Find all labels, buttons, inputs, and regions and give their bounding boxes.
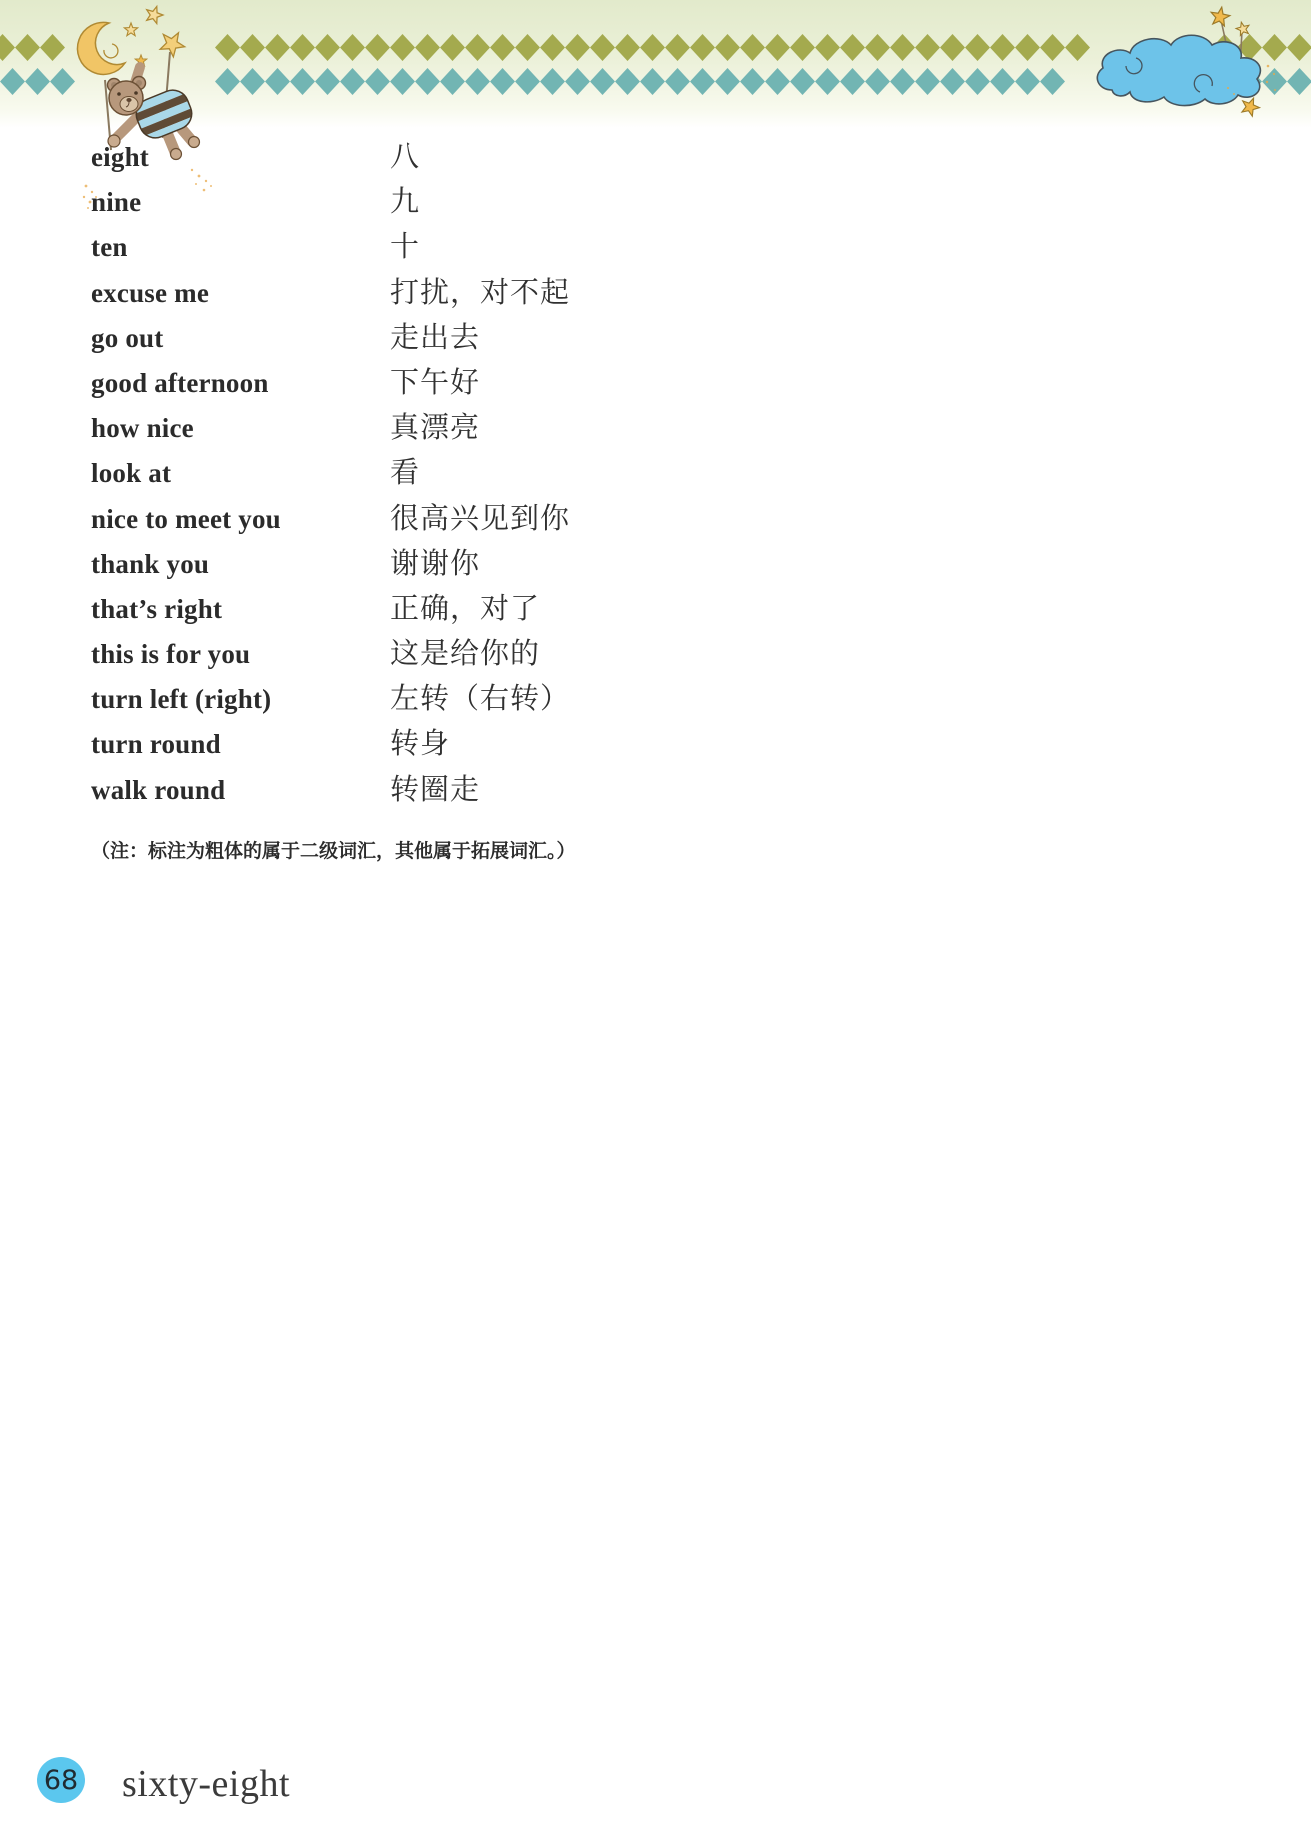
teal-diamond — [25, 68, 50, 95]
olive-diamond — [290, 34, 315, 61]
teal-diamond — [240, 68, 265, 95]
olive-diamond — [640, 34, 665, 61]
teal-diamond — [440, 68, 465, 95]
teal-diamond — [490, 68, 515, 95]
teal-diamond — [715, 68, 740, 95]
teal-diamond — [365, 68, 390, 95]
teal-diamond — [215, 68, 240, 95]
vocab-row — [91, 135, 570, 180]
vocab-word: go out — [91, 322, 164, 353]
teal-diamond — [940, 68, 965, 95]
olive-diamond — [940, 34, 965, 61]
page-number: 68 — [43, 1764, 79, 1796]
vocab-row — [91, 677, 570, 722]
olive-diamond — [240, 34, 265, 61]
olive-diamond — [365, 34, 390, 61]
vocab-word: turn left (right) — [91, 684, 272, 715]
vocab-translation: 看 — [390, 457, 421, 490]
diamond-row-main-teal — [215, 68, 1065, 95]
vocab-translation: 九 — [390, 186, 421, 219]
vocab-translation: 打扰，对不起 — [390, 276, 571, 309]
olive-diamond — [215, 34, 240, 61]
olive-diamond — [990, 34, 1015, 61]
olive-diamond — [890, 34, 915, 61]
olive-diamond — [390, 34, 415, 61]
olive-diamond — [1015, 34, 1040, 61]
vocab-row — [91, 632, 570, 677]
vocab-word: this is for you — [91, 639, 251, 670]
olive-diamond — [565, 34, 590, 61]
vocab-word: look at — [91, 458, 172, 489]
vocab-word: walk round — [91, 774, 226, 805]
teal-diamond — [865, 68, 890, 95]
vocab-translation: 这是给你的 — [390, 638, 541, 671]
vocab-note: （注：标注为粗体的属于二级词汇，其他属于拓展词汇。） — [91, 841, 576, 862]
vocab-row — [91, 722, 570, 767]
vocab-row — [91, 361, 570, 406]
teal-diamond — [615, 68, 640, 95]
vocab-translation: 真漂亮 — [390, 412, 481, 445]
teal-diamond — [340, 68, 365, 95]
vocab-row — [91, 271, 570, 316]
teal-diamond — [265, 68, 290, 95]
vocab-word: nice to meet you — [91, 503, 281, 534]
vocab-row — [91, 451, 570, 496]
cloud-stars-illustration — [1082, 4, 1311, 122]
teal-diamond — [465, 68, 490, 95]
olive-diamond — [965, 34, 990, 61]
vocab-word: excuse me — [91, 277, 210, 308]
vocab-word: eight — [91, 142, 149, 172]
olive-diamond — [665, 34, 690, 61]
olive-diamond — [340, 34, 365, 61]
olive-diamond — [490, 34, 515, 61]
vocab-row — [91, 497, 570, 542]
olive-diamond — [1040, 34, 1065, 61]
vocab-row — [91, 542, 570, 587]
vocab-word: turn round — [91, 729, 221, 760]
vocab-translation: 转身 — [390, 728, 451, 761]
olive-diamond — [790, 34, 815, 61]
vocab-translation: 正确，对了 — [390, 592, 541, 625]
olive-diamond — [815, 34, 840, 61]
vocab-row — [91, 180, 570, 225]
teal-diamond — [590, 68, 615, 95]
vocab-word: how nice — [91, 413, 194, 444]
teal-diamond — [540, 68, 565, 95]
teal-diamond — [1040, 68, 1065, 95]
olive-diamond — [440, 34, 465, 61]
olive-diamond — [915, 34, 940, 61]
teal-diamond — [690, 68, 715, 95]
teal-diamond — [790, 68, 815, 95]
olive-diamond — [765, 34, 790, 61]
vocab-word: ten — [91, 232, 128, 263]
teal-diamond — [840, 68, 865, 95]
vocab-row — [91, 225, 570, 270]
teal-diamond — [815, 68, 840, 95]
olive-diamond — [265, 34, 290, 61]
vocab-word: that’s right — [91, 593, 223, 624]
teal-diamond — [515, 68, 540, 95]
vocab-translation: 很高兴见到你 — [390, 502, 571, 535]
olive-diamond — [715, 34, 740, 61]
teal-diamond — [390, 68, 415, 95]
vocab-translation: 转圈走 — [390, 773, 481, 806]
teal-diamond — [1015, 68, 1040, 95]
vocab-translation: 八 — [390, 141, 421, 173]
olive-diamond — [865, 34, 890, 61]
olive-diamond — [740, 34, 765, 61]
vocab-translation: 十 — [390, 231, 421, 264]
teal-diamond — [965, 68, 990, 95]
diamond-row-left-olive — [0, 34, 65, 61]
vocab-row — [91, 406, 570, 451]
olive-diamond — [515, 34, 540, 61]
teal-diamond — [640, 68, 665, 95]
olive-diamond — [415, 34, 440, 61]
olive-diamond — [15, 34, 40, 61]
teal-diamond — [315, 68, 340, 95]
teal-diamond — [740, 68, 765, 95]
vocab-translation: 走出去 — [390, 321, 481, 354]
vocab-word: thank you — [91, 548, 210, 579]
vocab-translation: 左转（右转） — [390, 683, 571, 716]
vocab-row — [91, 316, 570, 361]
teal-diamond — [765, 68, 790, 95]
olive-diamond — [465, 34, 490, 61]
vocab-translation: 下午好 — [390, 366, 481, 399]
olive-diamond — [590, 34, 615, 61]
teal-diamond — [290, 68, 315, 95]
vocab-translation: 谢谢你 — [390, 547, 481, 580]
teal-diamond — [915, 68, 940, 95]
teal-diamond — [415, 68, 440, 95]
teal-diamond — [665, 68, 690, 95]
olive-diamond — [40, 34, 65, 61]
teal-diamond — [990, 68, 1015, 95]
olive-diamond — [315, 34, 340, 61]
diamond-row-main-olive — [215, 34, 1090, 61]
vocab-row — [91, 768, 570, 813]
vocab-word: good afternoon — [91, 367, 269, 398]
olive-diamond — [0, 34, 15, 61]
page-number-badge — [37, 1757, 85, 1803]
teal-diamond — [565, 68, 590, 95]
vocab-word: nine — [91, 187, 142, 218]
olive-diamond — [540, 34, 565, 61]
vocabulary-list — [91, 135, 570, 813]
olive-diamond — [690, 34, 715, 61]
diamond-row-left-teal — [0, 68, 75, 95]
page-number-word: sixty-eight — [122, 1763, 291, 1805]
teal-diamond — [0, 68, 25, 95]
olive-diamond — [615, 34, 640, 61]
vocab-row — [91, 587, 570, 632]
teal-diamond — [890, 68, 915, 95]
olive-diamond — [840, 34, 865, 61]
